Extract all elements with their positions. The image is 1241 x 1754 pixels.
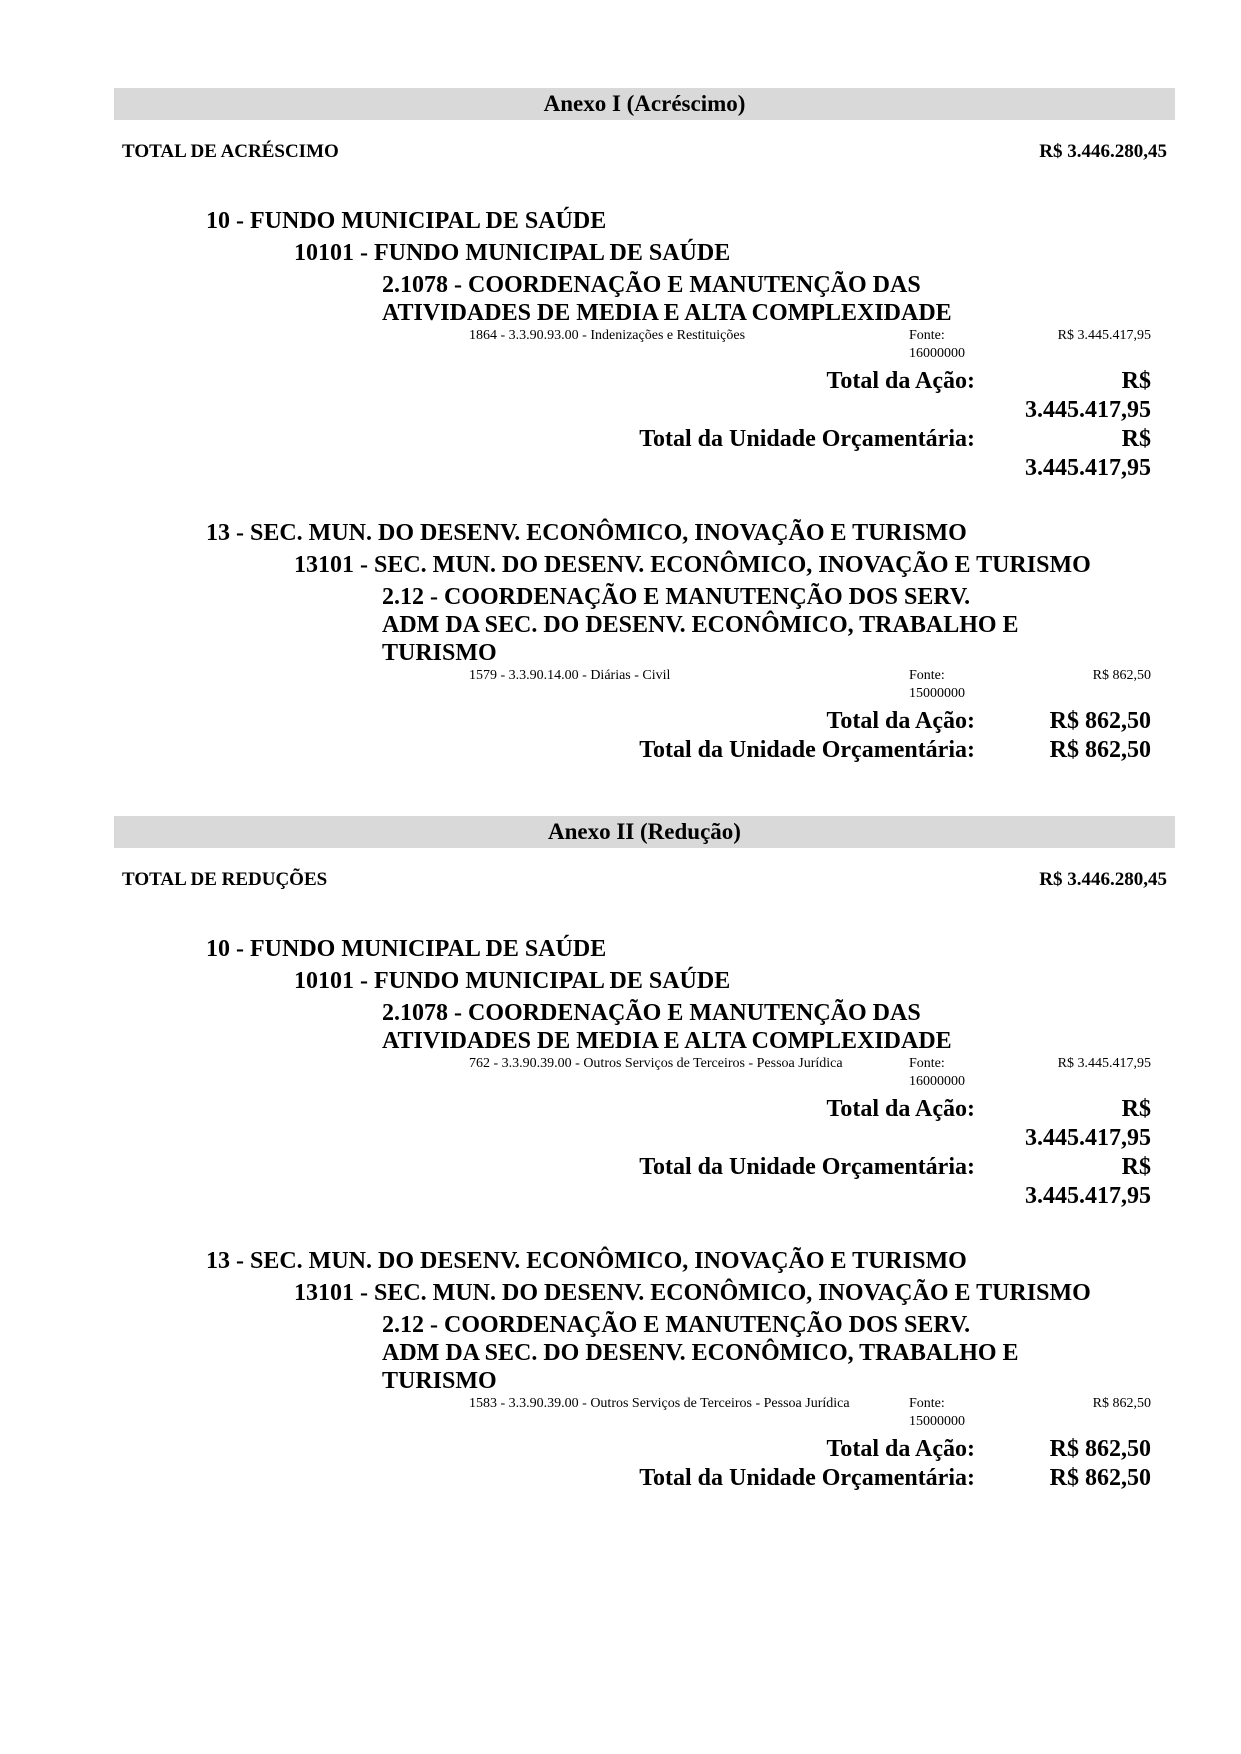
annex-title: Anexo I (Acréscimo) xyxy=(114,88,1175,120)
expense-item xyxy=(114,667,1175,707)
total-unidade-value: R$ 3.445.417,95 xyxy=(1025,426,1151,481)
total-unidade-value: R$ 3.445.417,95 xyxy=(1025,1154,1151,1209)
action-title: 2.1078 - COORDENAÇÃO E MANUTENÇÃO DAS ATIVIDADES DE MEDIA E ALTA COMPLEXIDADE xyxy=(382,1000,952,1054)
annex-total-value: R$ 3.446.280,45 xyxy=(1039,869,1167,890)
total-acao-row xyxy=(114,707,1175,736)
expense-item-fonte: Fonte: 16000000 xyxy=(909,1056,965,1089)
total-acao-label: Total da Ação: xyxy=(826,1436,975,1462)
org-block xyxy=(114,517,1175,765)
total-acao-label: Total da Ação: xyxy=(826,1096,975,1122)
expense-item-description: 1864 - 3.3.90.93.00 - Indenizações e Restituições xyxy=(469,328,746,343)
expense-item-value: R$ 862,50 xyxy=(1092,1396,1151,1411)
annex-title: Anexo II (Redução) xyxy=(114,816,1175,848)
annex-total-row xyxy=(114,141,1175,165)
expense-item-description: 762 - 3.3.90.39.00 - Outros Serviços de Terceiros - Pessoa Jurídica xyxy=(469,1056,843,1071)
annex-acrescimo xyxy=(114,88,1175,765)
action-title: 2.12 - COORDENAÇÃO E MANUTENÇÃO DOS SERV. ADM DA SEC. DO DESENV. ECONÔMICO, TRABALHO E TURISMO xyxy=(382,1312,1019,1394)
org-block xyxy=(114,1245,1175,1493)
expense-item-description: 1579 - 3.3.90.14.00 - Diárias - Civil xyxy=(469,668,671,683)
org-title: 13 - SEC. MUN. DO DESENV. ECONÔMICO, INOVAÇÃO E TURISMO xyxy=(206,1248,967,1274)
total-acao-value: R$ 862,50 xyxy=(1049,708,1151,734)
org-title: 10 - FUNDO MUNICIPAL DE SAÚDE xyxy=(206,208,607,234)
total-acao-row xyxy=(114,1435,1175,1464)
expense-item-value: R$ 862,50 xyxy=(1092,668,1151,683)
total-acao-label: Total da Ação: xyxy=(826,368,975,394)
expense-item xyxy=(114,327,1175,367)
expense-item-fonte: Fonte: 15000000 xyxy=(909,1396,965,1429)
unit-title: 13101 - SEC. MUN. DO DESENV. ECONÔMICO, INOVAÇÃO E TURISMO xyxy=(294,552,1091,578)
annex-total-row xyxy=(114,869,1175,893)
annex-total-value: R$ 3.446.280,45 xyxy=(1039,141,1167,162)
expense-item-description: 1583 - 3.3.90.39.00 - Outros Serviços de Terceiros - Pessoa Jurídica xyxy=(469,1396,850,1411)
org-block xyxy=(114,205,1175,483)
expense-item xyxy=(114,1395,1175,1435)
expense-item-value: R$ 3.445.417,95 xyxy=(1057,328,1151,343)
total-unidade-label: Total da Unidade Orçamentária: xyxy=(639,737,975,763)
total-unidade-label: Total da Unidade Orçamentária: xyxy=(639,1465,975,1491)
unit-title: 10101 - FUNDO MUNICIPAL DE SAÚDE xyxy=(294,968,731,994)
org-title: 10 - FUNDO MUNICIPAL DE SAÚDE xyxy=(206,936,607,962)
total-acao-value: R$ 3.445.417,95 xyxy=(1025,1096,1151,1151)
total-unidade-row xyxy=(114,1153,1175,1211)
total-unidade-value: R$ 862,50 xyxy=(1049,1465,1151,1491)
total-unidade-row xyxy=(114,1464,1175,1493)
action-title: 2.1078 - COORDENAÇÃO E MANUTENÇÃO DAS ATIVIDADES DE MEDIA E ALTA COMPLEXIDADE xyxy=(382,272,952,326)
total-acao-label: Total da Ação: xyxy=(826,708,975,734)
expense-item-fonte: Fonte: 16000000 xyxy=(909,328,965,361)
action-title: 2.12 - COORDENAÇÃO E MANUTENÇÃO DOS SERV. ADM DA SEC. DO DESENV. ECONÔMICO, TRABALHO E TURISMO xyxy=(382,584,1019,666)
annex-total-label: TOTAL DE REDUÇÕES xyxy=(122,869,328,890)
unit-title: 13101 - SEC. MUN. DO DESENV. ECONÔMICO, INOVAÇÃO E TURISMO xyxy=(294,1280,1091,1306)
expense-item xyxy=(114,1055,1175,1095)
annex-reducao xyxy=(114,816,1175,1493)
unit-title: 10101 - FUNDO MUNICIPAL DE SAÚDE xyxy=(294,240,731,266)
total-acao-value: R$ 862,50 xyxy=(1049,1436,1151,1462)
org-title: 13 - SEC. MUN. DO DESENV. ECONÔMICO, INOVAÇÃO E TURISMO xyxy=(206,520,967,546)
total-acao-row xyxy=(114,367,1175,425)
total-acao-row xyxy=(114,1095,1175,1153)
expense-item-value: R$ 3.445.417,95 xyxy=(1057,1056,1151,1071)
total-unidade-value: R$ 862,50 xyxy=(1049,737,1151,763)
annex-total-label: TOTAL DE ACRÉSCIMO xyxy=(122,141,339,162)
org-block xyxy=(114,933,1175,1211)
expense-item-fonte: Fonte: 15000000 xyxy=(909,668,965,701)
total-unidade-label: Total da Unidade Orçamentária: xyxy=(639,426,975,452)
total-unidade-label: Total da Unidade Orçamentária: xyxy=(639,1154,975,1180)
total-unidade-row xyxy=(114,736,1175,765)
total-unidade-row xyxy=(114,425,1175,483)
total-acao-value: R$ 3.445.417,95 xyxy=(1025,368,1151,423)
